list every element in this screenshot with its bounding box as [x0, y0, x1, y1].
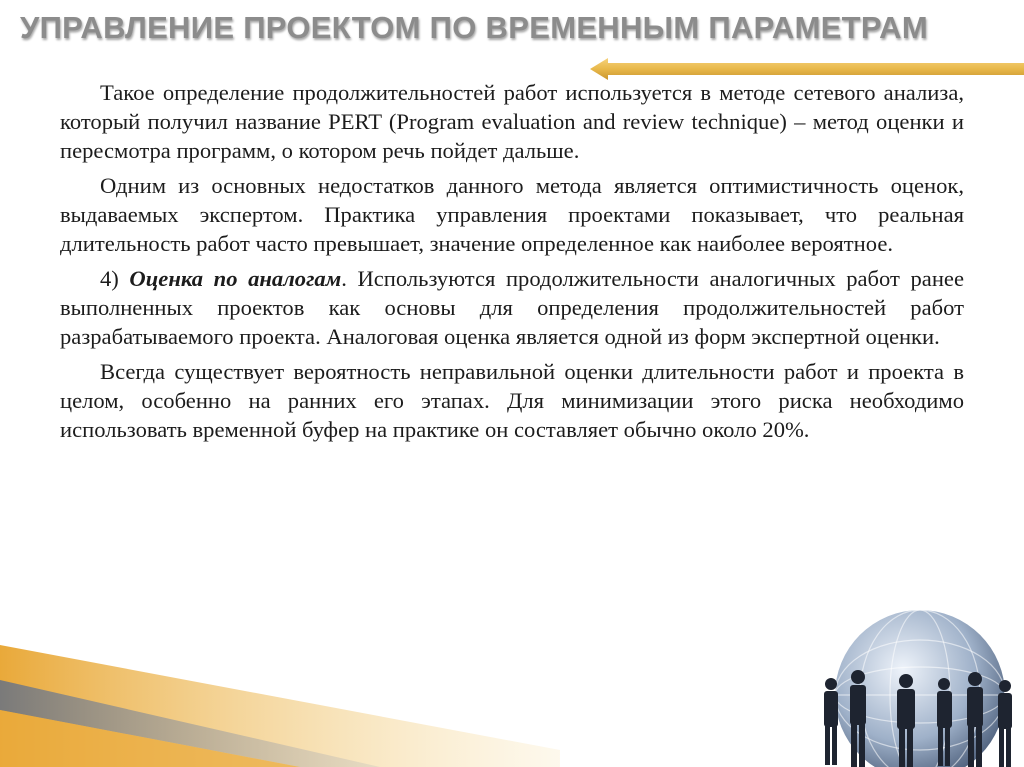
paragraph: Такое определение продолжительностей работ используется в методе сетевого анализа, который получил название PERT (Program evaluation and review technique) – метод оценки и пересмотра программ, о котором речь пойдет дальше.: [60, 80, 964, 163]
paragraph: Одним из основных недостатков данного метода является оптимистичность оценок, выдаваемых экспертом. Практика управления проектами показывает, что реальная длительность работ часто превышает, значение определенное как наиболее вероятное.: [60, 173, 964, 256]
paragraph: Всегда существует вероятность неправильной оценки длительности работ и проекта в целом, особенно на ранних его этапах. Для минимизации этого риска необходимо использовать временной буфер на практике он составляет обычно около 20%.: [60, 359, 964, 442]
globe-people-illustration: [800, 600, 1024, 767]
emphasized-term: Оценка по аналогам: [129, 266, 342, 291]
paragraph-text: . Используются продолжительности аналогичных работ ранее выполненных проектов как основы для определения продолжительностей работ разрабатываемого проекта. Аналоговая оценка является одной из форм экспертной оценки.: [60, 266, 964, 349]
slide-title: УПРАВЛЕНИЕ ПРОЕКТОМ ПО ВРЕМЕННЫМ ПАРАМЕТРАМ: [20, 10, 928, 45]
slide-body: [60, 78, 964, 450]
corner-decoration: [0, 640, 560, 767]
paragraph-analog-estimation: [60, 264, 964, 351]
left-arrow-icon: [590, 58, 1024, 80]
list-number: 4): [100, 266, 130, 291]
